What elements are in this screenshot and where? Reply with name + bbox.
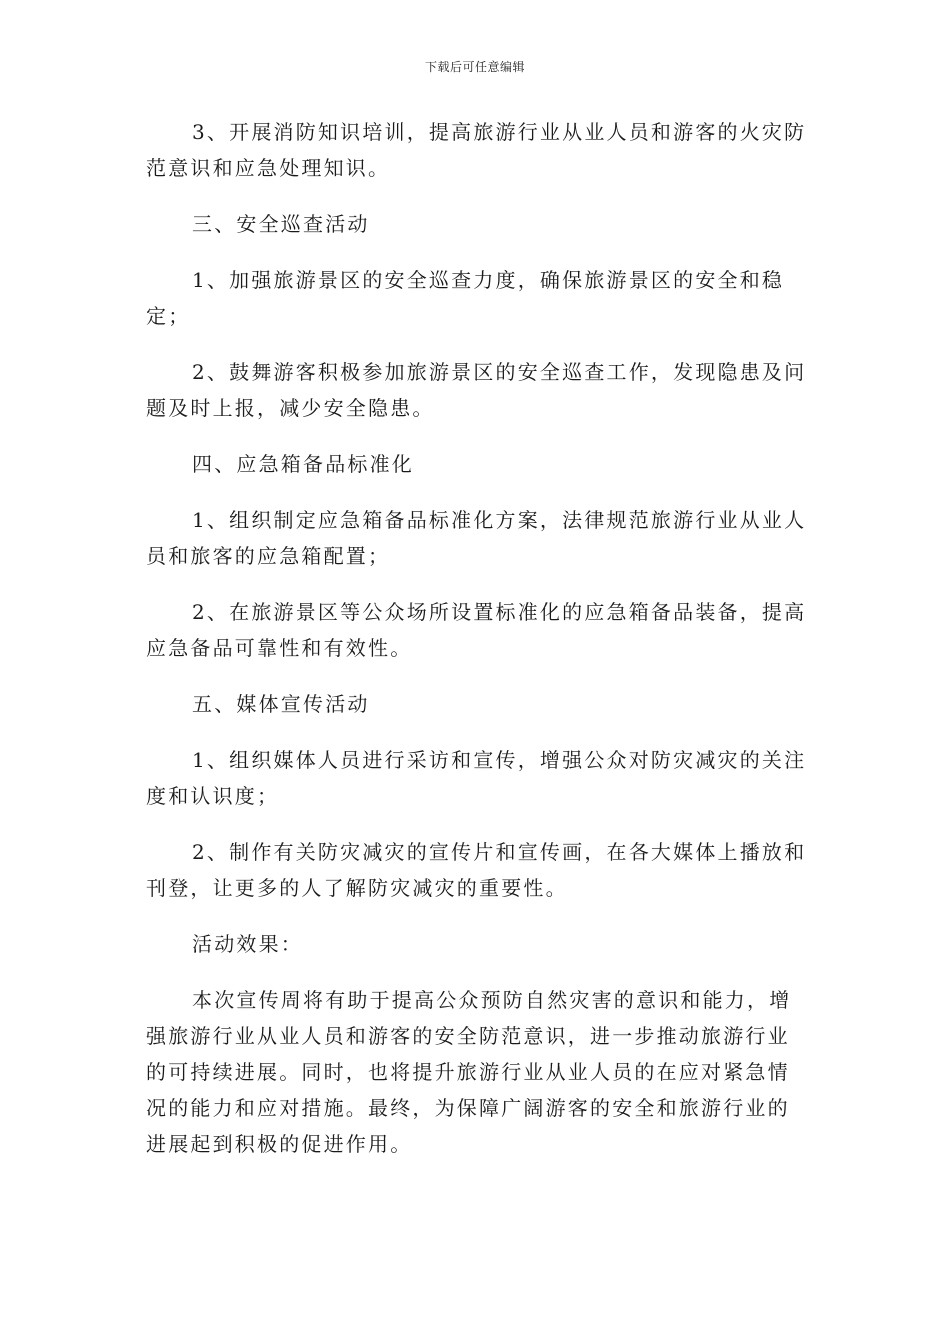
paragraph-media-films: 2、制作有关防灾减灾的宣传片和宣传画，在各大媒体上播放和刊登，让更多的人了解防灾减灾的重要性。 <box>146 840 807 900</box>
paragraph-patrol-strength: 1、加强旅游景区的安全巡查力度，确保旅游景区的安全和稳定； <box>146 268 785 328</box>
page-header-note: 下载后可任意编辑 <box>424 60 525 74</box>
paragraph-media-interview: 1、组织媒体人员进行采访和宣传，增强公众对防灾减灾的关注度和认识度； <box>146 748 807 808</box>
document-body <box>146 114 811 1162</box>
paragraph-kit-standard: 1、组织制定应急箱备品标准化方案，法律规范旅游行业从业人员和旅客的应急箱配置； <box>146 508 807 568</box>
paragraph-fire-training: 3、开展消防知识培训，提高旅游行业从业人员和游客的火灾防范意识和应急处理知识。 <box>146 120 807 180</box>
section-heading-effects: 活动效果： <box>192 932 303 956</box>
paragraph-patrol-visitors: 2、鼓舞游客积极参加旅游景区的安全巡查工作，发现隐患及问题及时上报，减少安全隐患。 <box>146 360 807 420</box>
section-heading-media: 五、媒体宣传活动 <box>192 692 370 716</box>
paragraph-kit-equipment: 2、在旅游景区等公众场所设置标准化的应急箱备品装备，提高应急备品可靠性和有效性。 <box>146 600 807 660</box>
paragraph-effects-summary: 本次宣传周将有助于提高公众预防自然灾害的意识和能力，增强旅游行业从业人员和游客的安全防范意识，进一步推动旅游行业的可持续进展。同时，也将提升旅游行业从业人员的在应对紧急情况的能力和应对措施。最终，为保障广阔游客的安全和旅游行业的进展起到积极的促进作用。 <box>146 988 792 1156</box>
section-heading-safety-patrol: 三、安全巡查活动 <box>192 212 370 236</box>
section-heading-emergency-kit: 四、应急箱备品标准化 <box>192 452 414 476</box>
